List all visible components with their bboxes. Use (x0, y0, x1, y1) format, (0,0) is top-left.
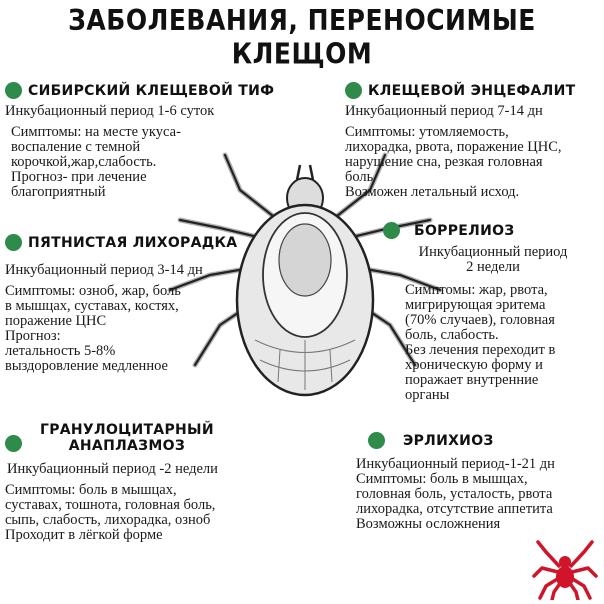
incubation: Инкубационный период 3-14 дн (5, 262, 203, 278)
disease-title: ЭРЛИХИОЗ (403, 432, 494, 449)
bullet-icon (5, 435, 22, 452)
symptoms-line: воспаление с темной (11, 139, 141, 155)
disease-encephalitis (345, 82, 575, 200)
prognosis-line: летальность 5-8% (5, 343, 116, 359)
symptoms-line: боль, слабость. (405, 327, 499, 343)
disease-title: СИБИРСКИЙ КЛЕЩЕВОЙ ТИФ (28, 82, 275, 99)
prognosis-line: хроническую форму и (405, 357, 543, 373)
symptoms-line: Симптомы: утомляемость, (345, 124, 509, 140)
symptoms-line: Симптомы: на месте укуса- (11, 124, 181, 140)
symptoms-line: Симптомы: боль в мышцах, (5, 482, 177, 498)
symptoms-line: головная боль, усталость, рвота (356, 486, 553, 502)
symptoms-line: лихорадка, отсутствие аппетита (356, 501, 553, 517)
incubation: Инкубационный период -2 недели (7, 461, 218, 477)
disease-title: АНАПЛАЗМОЗ (68, 438, 186, 454)
bullet-icon (345, 82, 362, 99)
disease-title: КЛЕЩЕВОЙ ЭНЦЕФАЛИТ (368, 82, 576, 99)
symptoms-line: суставах, тошнота, головная боль, (5, 497, 216, 513)
bullet-icon (5, 234, 22, 251)
symptoms-line: поражение ЦНС (5, 313, 107, 329)
prognosis-line: поражает внутренние (405, 372, 539, 388)
symptoms-line: (70% случаев), головная (405, 312, 555, 328)
symptoms-line: в мышцах, суставах, костях, (5, 298, 179, 314)
prognosis-line: Без лечения переходит в (405, 342, 556, 358)
prognosis-line: Возможны осложнения (356, 516, 501, 532)
symptoms-line: Симптомы: боль в мышцах, (356, 471, 528, 487)
incubation: Инкубационный период-1-21 дн (356, 456, 555, 472)
symptoms-line: сыпь, слабость, лихорадка, озноб (5, 512, 211, 528)
page-title: ЗАБОЛЕВАНИЯ, ПЕРЕНОСИМЫЕ КЛЕЩОМ (68, 3, 536, 71)
spider-icon (532, 540, 598, 600)
symptoms-line: нарушение сна, резкая головная (345, 154, 543, 170)
disease-ehrlichiosis (356, 432, 555, 532)
prognosis-line: Прогноз: (5, 328, 61, 344)
symptoms-line: Симптомы: озноб, жар, боль (5, 283, 181, 299)
disease-title: ГРАНУЛОЦИТАРНЫЙ (40, 422, 214, 438)
prognosis-line: Возможен летальный исход. (345, 184, 520, 200)
disease-anaplasmosis (5, 422, 218, 543)
incubation: Инкубационный период 1-6 суток (5, 103, 215, 119)
incubation: Инкубационный период 7-14 дн (345, 103, 543, 119)
prognosis-line: Проходит в лёгкой форме (5, 527, 163, 543)
disease-title: ПЯТНИСТАЯ ЛИХОРАДКА (28, 234, 238, 251)
disease-spotted-fever (5, 234, 237, 374)
prognosis-line: благоприятный (11, 184, 106, 200)
incubation: 2 недели (466, 259, 520, 275)
bullet-icon (5, 82, 22, 99)
symptoms-line: Симптомы: жар, рвота, (405, 282, 548, 298)
prognosis-line: Прогноз- при лечение (11, 169, 147, 185)
prognosis-line: органы (405, 387, 450, 403)
bullet-icon (368, 432, 385, 449)
incubation: Инкубационный период (418, 244, 568, 260)
disease-siberian-typhus (5, 82, 274, 200)
disease-borreliosis (383, 222, 583, 403)
symptoms-line: боль (345, 169, 374, 185)
symptoms-line: мигрирующая эритема (405, 297, 546, 313)
symptoms-line: корочкой,жар,слабость. (11, 154, 157, 170)
prognosis-line: выздоровление медленное (5, 358, 168, 374)
symptoms-line: лихорадка, рвота, поражение ЦНС, (345, 139, 562, 155)
bullet-icon (383, 222, 400, 239)
disease-title: БОРРЕЛИОЗ (414, 222, 515, 239)
